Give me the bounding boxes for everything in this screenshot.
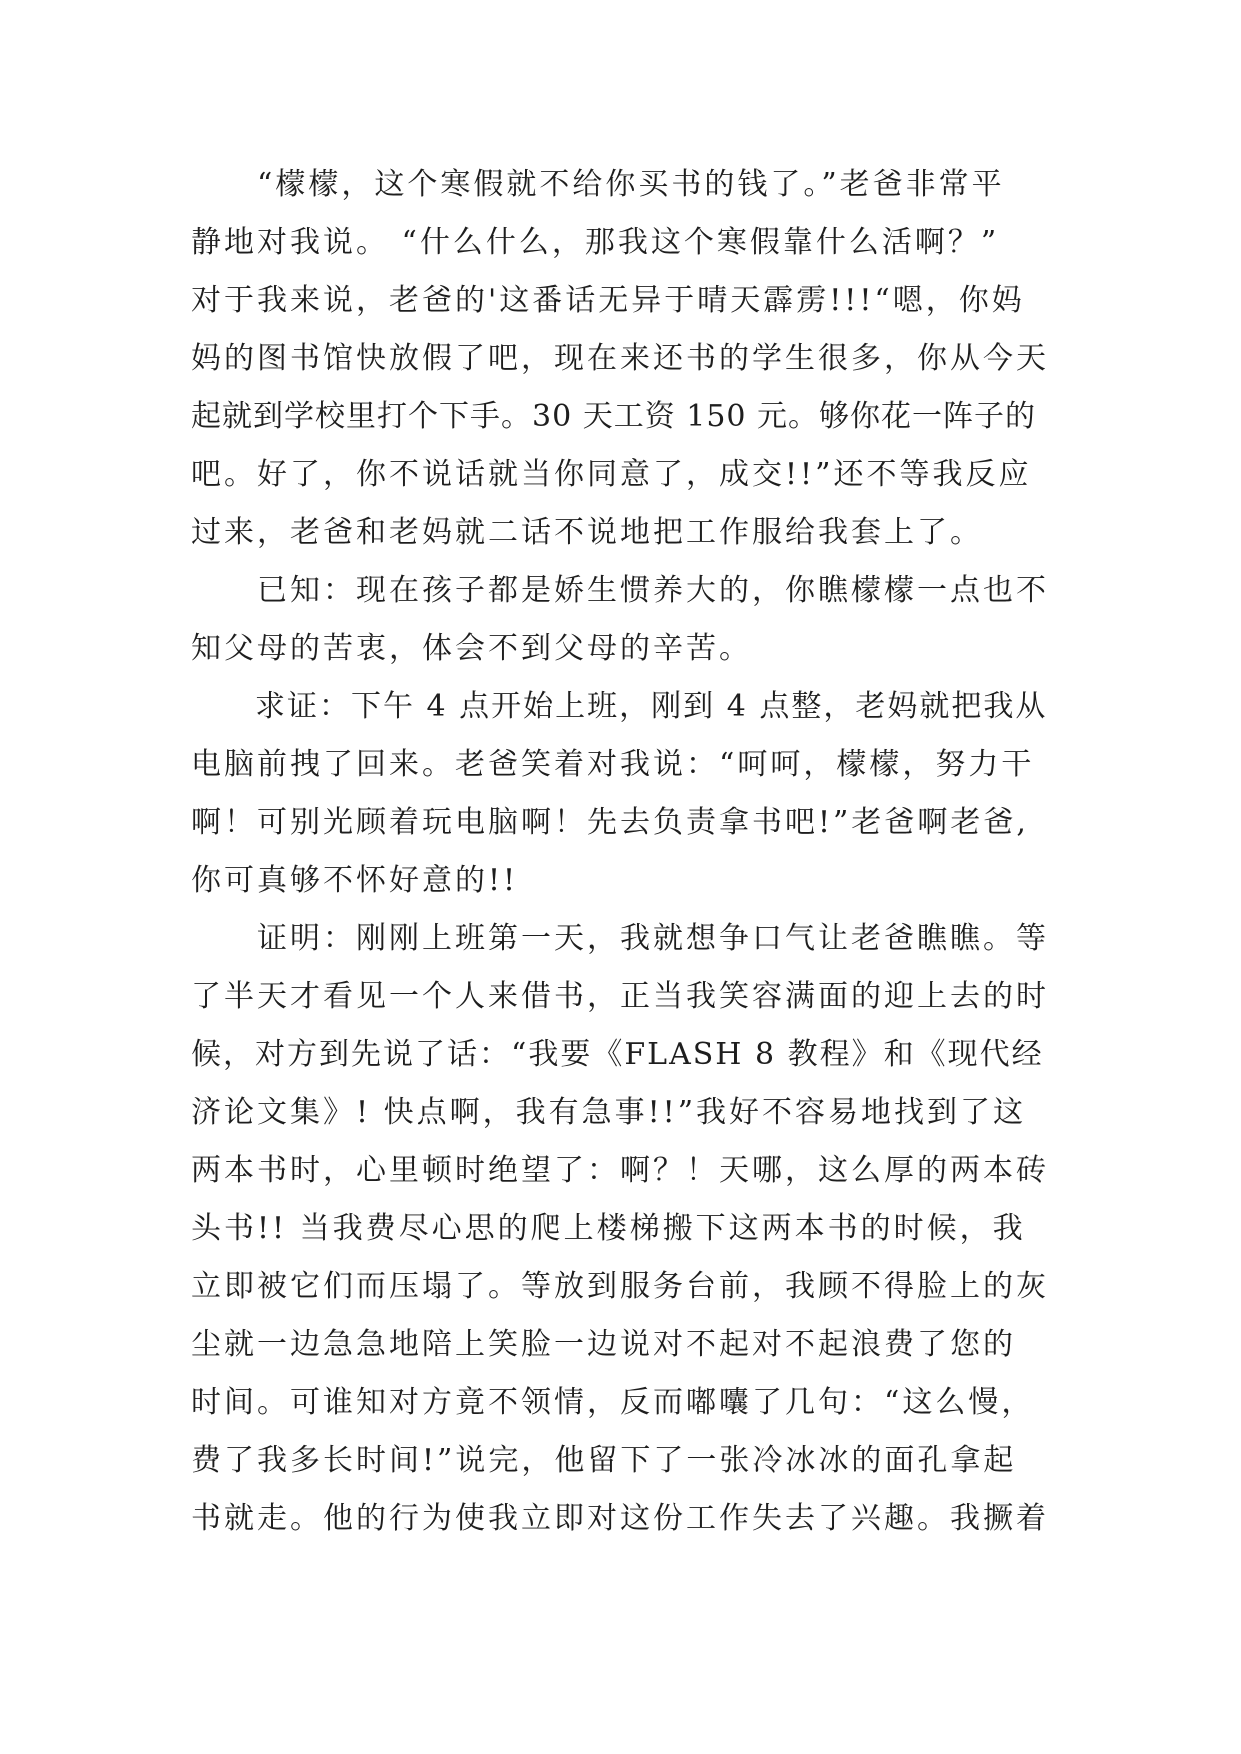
text-line: “檬檬，这个寒假就不给你买书的钱了。”老爸非常平 xyxy=(191,167,1005,202)
text-line: 妈的图书馆快放假了吧，现在来还书的学生很多，你从今天 xyxy=(191,341,1049,376)
text-line: 你可真够不怀好意的!! xyxy=(191,863,519,898)
text-line: 济论文集》! 快点啊，我有急事!!”我好不容易地找到了这 xyxy=(191,1095,1027,1130)
text-line: 吧。好了，你不说话就当你同意了，成交!!”还不等我反应 xyxy=(191,457,1032,492)
text-line: 静地对我说。 “什么什么，那我这个寒假靠什么活啊？” xyxy=(191,225,1000,260)
text-line: 尘就一边急急地陪上笑脸一边说对不起对不起浪费了您的 xyxy=(191,1327,1016,1362)
text-line: 过来，老爸和老妈就二话不说地把工作服给我套上了。 xyxy=(191,515,983,550)
paragraph xyxy=(191,562,1051,678)
text-line: 头书!! 当我费尽心思的爬上楼梯搬下这两本书的时候，我 xyxy=(191,1211,1026,1246)
text-line: 立即被它们而压塌了。等放到服务台前，我顾不得脸上的灰 xyxy=(191,1269,1049,1304)
text-line: 了半天才看见一个人来借书，正当我笑容满面的迎上去的时 xyxy=(191,979,1049,1014)
text-line: 候，对方到先说了话：“我要《FLASH 8 教程》和《现代经 xyxy=(191,1037,1044,1072)
text-line: 知父母的苦衷，体会不到父母的辛苦。 xyxy=(191,631,752,666)
text-line: 书就走。他的行为使我立即对这份工作失去了兴趣。我撅着 xyxy=(191,1501,1049,1536)
text-line: 证明：刚刚上班第一天，我就想争口气让老爸瞧瞧。等 xyxy=(191,921,1049,956)
text-line: 已知：现在孩子都是娇生惯养大的，你瞧檬檬一点也不 xyxy=(191,573,1049,608)
paragraph xyxy=(191,156,1051,562)
text-line: 两本书时，心里顿时绝望了：啊？！天哪，这么厚的两本砖 xyxy=(191,1153,1049,1188)
document-body xyxy=(191,156,1051,1548)
paragraph xyxy=(191,678,1051,910)
paragraph xyxy=(191,910,1051,1548)
text-line: 电脑前拽了回来。老爸笑着对我说：“呵呵，檬檬，努力干 xyxy=(191,747,1035,782)
text-line: 起就到学校里打个下手。30 天工资 150 元。够你花一阵子的 xyxy=(191,399,1037,434)
text-line: 啊！可别光顾着玩电脑啊！先去负责拿书吧!”老爸啊老爸, xyxy=(191,805,1029,840)
text-line: 对于我来说，老爸的'这番话无异于晴天霹雳!!!“嗯，你妈 xyxy=(191,283,1025,318)
text-line: 求证：下午 4 点开始上班，刚到 4 点整，老妈就把我从 xyxy=(191,689,1048,724)
text-line: 费了我多长时间!”说完，他留下了一张冷冰冰的面孔拿起 xyxy=(191,1443,1017,1478)
text-line: 时间。可谁知对方竟不领情，反而嘟囔了几句：“这么慢， xyxy=(191,1385,1035,1420)
